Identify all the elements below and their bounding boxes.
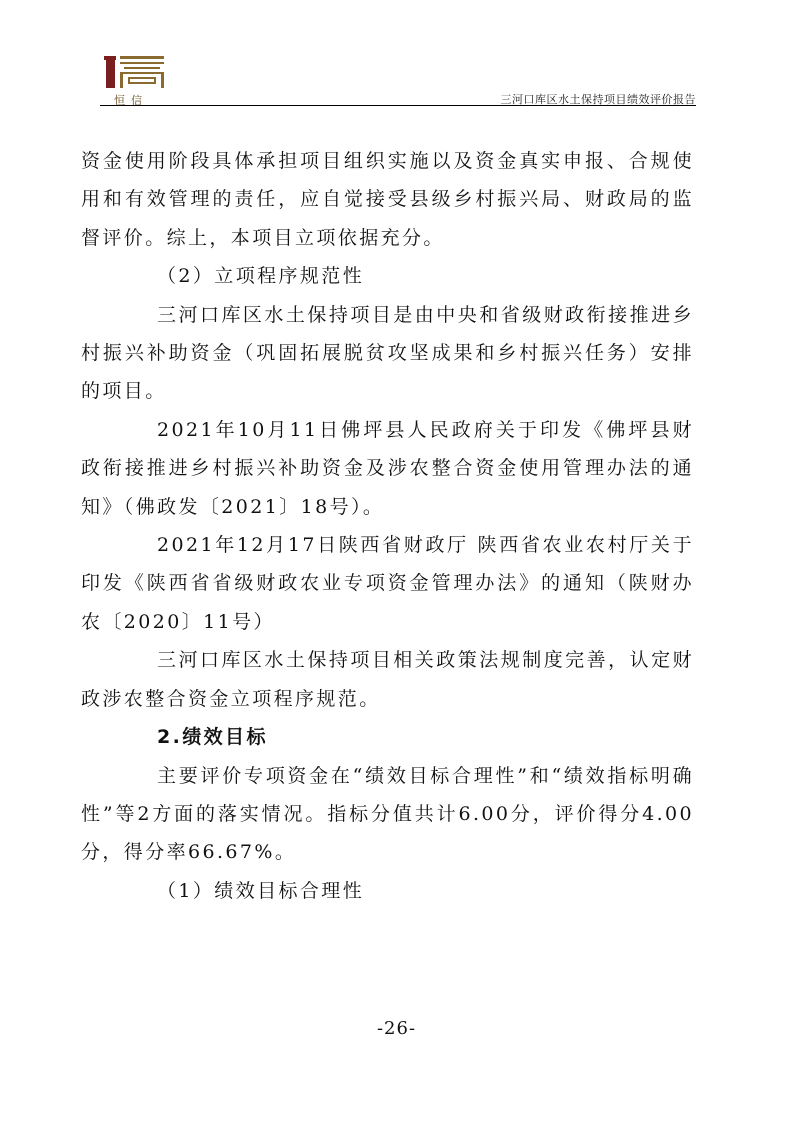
section-heading: 2.绩效目标 [157, 726, 268, 749]
logo-mark-icon [104, 52, 172, 92]
company-logo [104, 52, 172, 107]
body-paragraph: 三河口库区水土保持项目是由中央和省级财政衔接推进乡村振兴补助资金（巩固拓展脱贫攻坚成果和乡村振兴任务）安排的项目。 [81, 303, 694, 403]
page-header [100, 44, 696, 106]
body-paragraph: 三河口库区水土保持项目相关政策法规制度完善，认定财政涉农整合资金立项程序规范。 [81, 649, 694, 710]
logo-text: 恒信 [114, 94, 148, 107]
body-paragraph: 2021年10月11日佛坪县人民政府关于印发《佛坪县财政衔接推进乡村振兴补助资金及涉农整合资金使用管理办法的通知》（佛政发〔2021〕18号）。 [81, 418, 694, 518]
header-divider [100, 105, 696, 106]
section-subheading: （2）立项程序规范性 [157, 265, 365, 288]
body-paragraph: 主要评价专项资金在“绩效目标合理性”和“绩效指标明确性”等2方面的落实情况。指标分值共计6.00分，评价得分4.00分，得分率66.67%。 [81, 764, 694, 864]
page-number: -26- [376, 1018, 417, 1039]
body-paragraph: 资金使用阶段具体承担项目组织实施以及资金真实申报、合规使用和有效管理的责任，应自觉接受县级乡村振兴局、财政局的监督评价。综上，本项目立项依据充分。 [81, 150, 694, 249]
body-paragraph: 2021年12月17日陕西省财政厅 陕西省农业农村厅关于印发《陕西省省级财政农业专项资金管理办法》的通知（陕财办农〔2020〕11号） [81, 534, 694, 633]
document-body [81, 142, 694, 910]
report-title: 三河口库区水土保持项目绩效评价报告 [500, 93, 696, 106]
section-subheading: （1）绩效目标合理性 [157, 879, 365, 902]
